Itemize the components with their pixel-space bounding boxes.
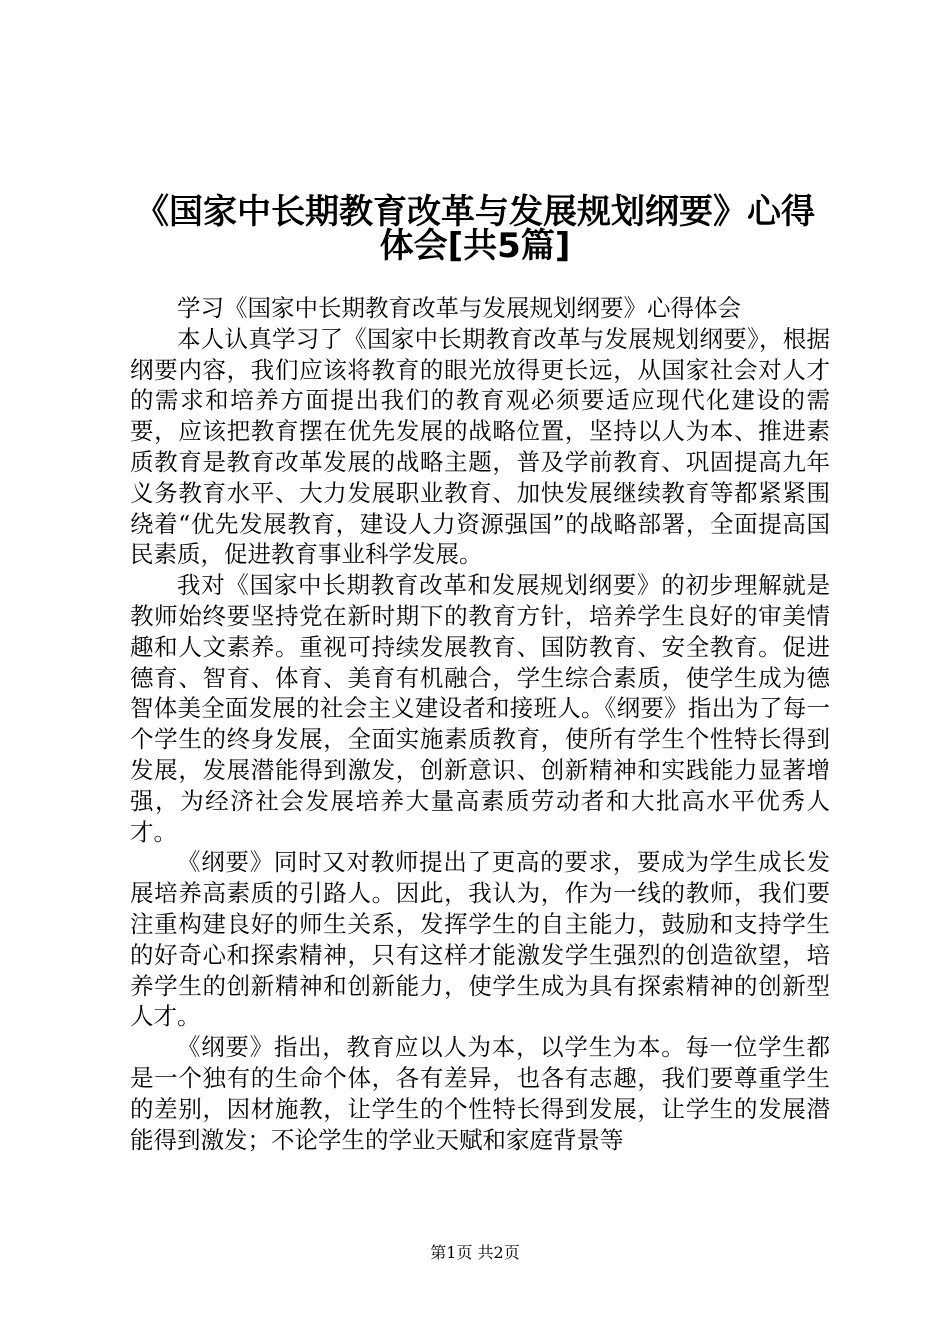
paragraph-3: 《纲要》同时又对教师提出了更高的要求，要成为学生成长发展培养高素质的引路人。因此，我认为，作为一线的教师，我们要注重构建良好的师生关系，发挥学生的自主能力，鼓励和支持学生的好奇心和探索精神，只有这样才能激发学生强烈的创造欲望，培养学生的创新精神和创新能力，使学生成为具有探索精神的创新型人才。: [130, 848, 830, 1031]
paragraph-2: 我对《国家中长期教育改革和发展规划纲要》的初步理解就是教师始终要坚持党在新时期下的教育方针，培养学生良好的审美情趣和人文素养。重视可持续发展教育、国防教育、安全教育。促进德育、智育、体育、美育有机融合，学生综合素质，使学生成为德智体美全面发展的社会主义建设者和接班人。《纲要》指出为了每一个学生的终身发展，全面实施素质教育，使所有学生个性特长得到发展，发展潜能得到激发，创新意识、创新精神和实践能力显著增强，为经济社会发展培养大量高素质劳动者和大批高水平优秀人才。: [130, 571, 830, 846]
document-subtitle: 学习《国家中长期教育改革与发展规划纲要》心得体会: [177, 294, 741, 322]
document-body: [130, 293, 830, 1155]
paragraph-1: 本人认真学习了《国家中长期教育改革与发展规划纲要》，根据纲要内容，我们应该将教育的眼光放得更长远，从国家社会对人才的需求和培养方面提出我们的教育观必须要适应现代化建设的需要，应该把教育摆在优先发展的战略位置，坚持以人为本、推进素质教育是教育改革发展的战略主题，普及学前教育、巩固提高九年义务教育水平、大力发展职业教育、加快发展继续教育等都紧紧围绕着“优先发展教育，建设人力资源强国”的战略部署，全面提高国民素质，促进教育事业科学发展。: [130, 324, 830, 569]
paragraph-4: 《纲要》指出，教育应以人为本，以学生为本。每一位学生都是一个独有的生命个体，各有差异，也各有志趣，我们要尊重学生的差别，因材施教，让学生的个性特长得到发展，让学生的发展潜能得到激发；不论学生的学业天赋和家庭背景等: [130, 1033, 830, 1154]
document-title-line2: 体会[共5篇]: [379, 226, 571, 266]
document-title-line1: 《国家中长期教育改革与发展规划纲要》心得: [135, 192, 815, 232]
page-footer: 第1页 共2页: [430, 1243, 520, 1262]
